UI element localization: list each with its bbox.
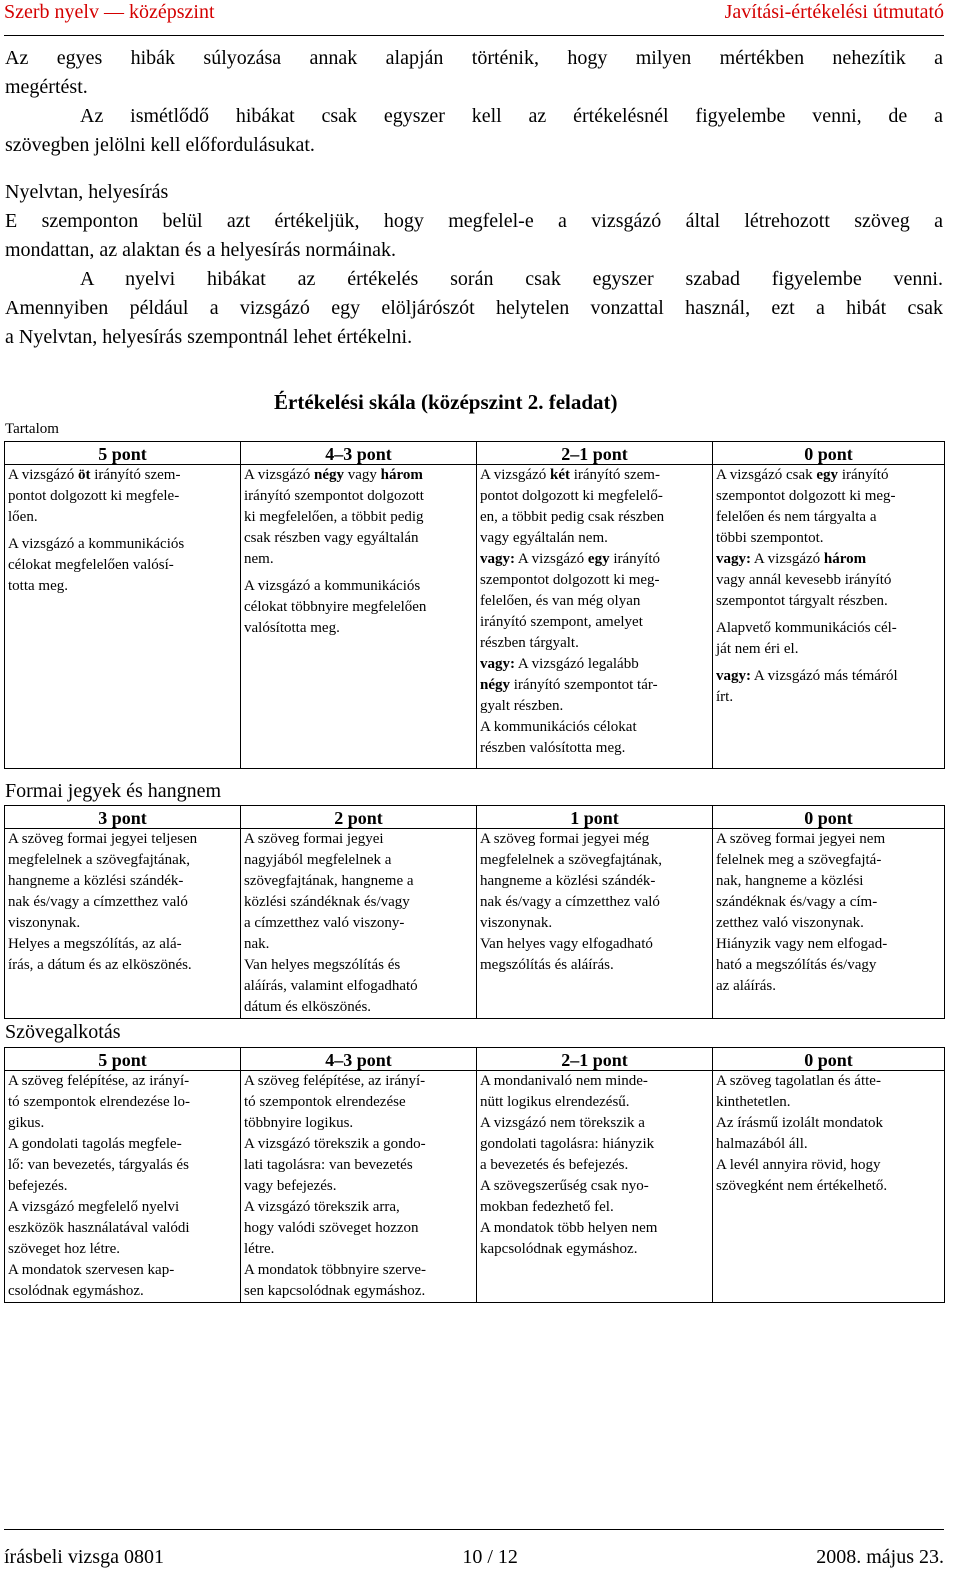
paragraph-grammar: E szemponton belül azt értékeljük, hogy megfelel-e a vizsgázó által létrehozott szöveg a mondattan, az alaktan és a helyesírás normáinak. [5, 210, 943, 261]
table-header-row [5, 1048, 945, 1071]
page-header [4, 0, 944, 30]
table-header-row [5, 806, 945, 829]
rubric-cell: A szöveg felépítése, az irányí- tó szempontok elrendezése többnyire logikus. A vizsgázó törekszik a gondo- lati tagolásra: van bevezetés vagy befejezés. A vizsgázó törekszik arra, hogy valódi szöveget hozzon létre. A mondatok többnyire szerve- sen kapcsolódnak egymáshoz. [241, 1071, 477, 1303]
footer-date: 2008. május 23. [816, 1546, 944, 1568]
column-header: 0 pont [713, 442, 945, 465]
footer-exam-code: írásbeli vizsga 0801 [4, 1546, 164, 1568]
form-rubric-table [4, 805, 945, 1019]
rubric-cell: A mondanivaló nem minde- nütt logikus elrendezésű. A vizsgázó nem törekszik a gondolati tagolásra: hiányzik a bevezetés és befejezés. A szövegszerűség csak nyo- mokban fedezhető fel. A mondatok több helyen nem kapcsolódnak egymáshoz. [477, 1071, 713, 1303]
page-footer [4, 1546, 944, 1569]
column-header: 5 pont [5, 1048, 241, 1071]
rubric-cell: A vizsgázó két irányító szem- pontot dolgozott ki megfelelő- en, a többit pedig csak részben vagy egyáltalán nem. vagy: A vizsgázó egy irányító szempontot dolgozott ki meg- felelően, és van még olyan irányító szempont, amelyet részben tárgyalt. vagy: A vizsgázó legalább négy irányító szempontot tár- gyalt részben. A kommunikációs célokat részben valósította meg. [477, 465, 713, 769]
table-header-row [5, 442, 945, 465]
table-row [5, 829, 945, 1019]
footer-divider [4, 1529, 944, 1530]
rubric-cell: A szöveg formai jegyei teljesen megfelelnek a szövegfajtának, hangneme a közlési szándék- nak és/vagy a címzetthez való viszonynak. Helyes a megszólítás, az alá- írás, a dátum és az elköszönés. [5, 829, 241, 1019]
rubric-cell: A szöveg formai jegyei nem felelnek meg a szövegfajtá- nak, hangneme a közlési szándéknak és/vagy a cím- zetthez való viszonynak. Hiányzik vagy nem elfogad- ható a megszólítás és/vagy az aláírás. [713, 829, 945, 1019]
scale-title: Értékelési skála (középszint 2. feladat) [274, 390, 618, 414]
rubric-cell: A szöveg formai jegyei még megfelelnek a szövegfajtának, hangneme a közlési szándék- nak és/vagy a címzetthez való viszonynak. Van helyes vagy elfogadható megszólítás és aláírás. [477, 829, 713, 1019]
column-header: 0 pont [713, 806, 945, 829]
column-header: 4–3 pont [241, 1048, 477, 1071]
column-header: 2–1 pont [477, 442, 713, 465]
column-header: 2–1 pont [477, 1048, 713, 1071]
section-title-grammar: Nyelvtan, helyesírás [5, 181, 169, 203]
rubric-cell: A vizsgázó négy vagy három irányító szempontot dolgozott ki megfelelően, a többit pedig csak részben vagy egyáltalán nem. A vizsgázó a kommunikációs célokat többnyire megfelelően valósította meg. [241, 465, 477, 769]
rubric-cell: A vizsgázó öt irányító szem- pontot dolgozott ki megfele- lően. A vizsgázó a kommunikációs célokat megfelelően valósí- totta meg. [5, 465, 241, 769]
header-subject: Szerb nyelv — középszint [4, 1, 215, 23]
rubric-cell: A szöveg tagolatlan és átte- kinthetetlen. Az írásmű izolált mondatok halmazából áll. A levél annyira rövid, hogy szövegként nem értékelhető. [713, 1071, 945, 1303]
table-row [5, 1071, 945, 1303]
rubric-cell: A szöveg formai jegyei nagyjából megfelelnek a szövegfajtának, hangneme a közlési szándéknak és/vagy a címzetthez való viszony- nak. Van helyes megszólítás és aláírás, valamint elfogadható dátum és elköszönés. [241, 829, 477, 1019]
column-header: 4–3 pont [241, 442, 477, 465]
column-header: 0 pont [713, 1048, 945, 1071]
header-divider [4, 35, 944, 36]
text-rubric-table [4, 1047, 945, 1303]
paragraph-repeated-errors: Az ismétlődő hibákat csak egyszer kell az értékelésnél figyelembe venni, de a szövegben jelölni kell előfordulásukat. [5, 105, 943, 156]
section-label-form: Formai jegyek és hangnem [5, 780, 222, 802]
page-number: 10 / 12 [462, 1546, 518, 1568]
section-label-content: Tartalom [5, 421, 59, 437]
intro-text [5, 44, 943, 352]
table-row [5, 465, 945, 769]
header-doc-type: Javítási-értékelési útmutató [724, 1, 944, 23]
paragraph-weighting: Az egyes hibák súlyozása annak alapján történik, hogy milyen mértékben nehezítik a megértést. [5, 47, 943, 98]
paragraph-language-errors: A nyelvi hibákat az értékelés során csak egyszer szabad figyelembe venni. Amennyiben például a vizsgázó egy elöljárószót helytelen vonzattal használ, ezt a hibát csak a Nyelvtan, helyesírás szempontnál lehet értékelni. [5, 268, 943, 348]
column-header: 3 pont [5, 806, 241, 829]
content-rubric-table [4, 441, 945, 769]
column-header: 1 pont [477, 806, 713, 829]
column-header: 2 pont [241, 806, 477, 829]
rubric-cell: A szöveg felépítése, az irányí- tó szempontok elrendezése lo- gikus. A gondolati tagolás megfele- lő: van bevezetés, tárgyalás és befejezés. A vizsgázó megfelelő nyelvi eszközök használatával valódi szöveget hoz létre. A mondatok szervesen kap- csolódnak egymáshoz. [5, 1071, 241, 1303]
column-header: 5 pont [5, 442, 241, 465]
section-label-text: Szövegalkotás [5, 1021, 121, 1043]
rubric-cell: A vizsgázó csak egy irányító szempontot dolgozott ki meg- felelően és nem tárgyalta a többi szempontot. vagy: A vizsgázó három vagy annál kevesebb irányító szempontot tárgyalt részben. Alapvető kommunikációs cél- ját nem éri el. vagy: A vizsgázó más témáról írt. [713, 465, 945, 769]
